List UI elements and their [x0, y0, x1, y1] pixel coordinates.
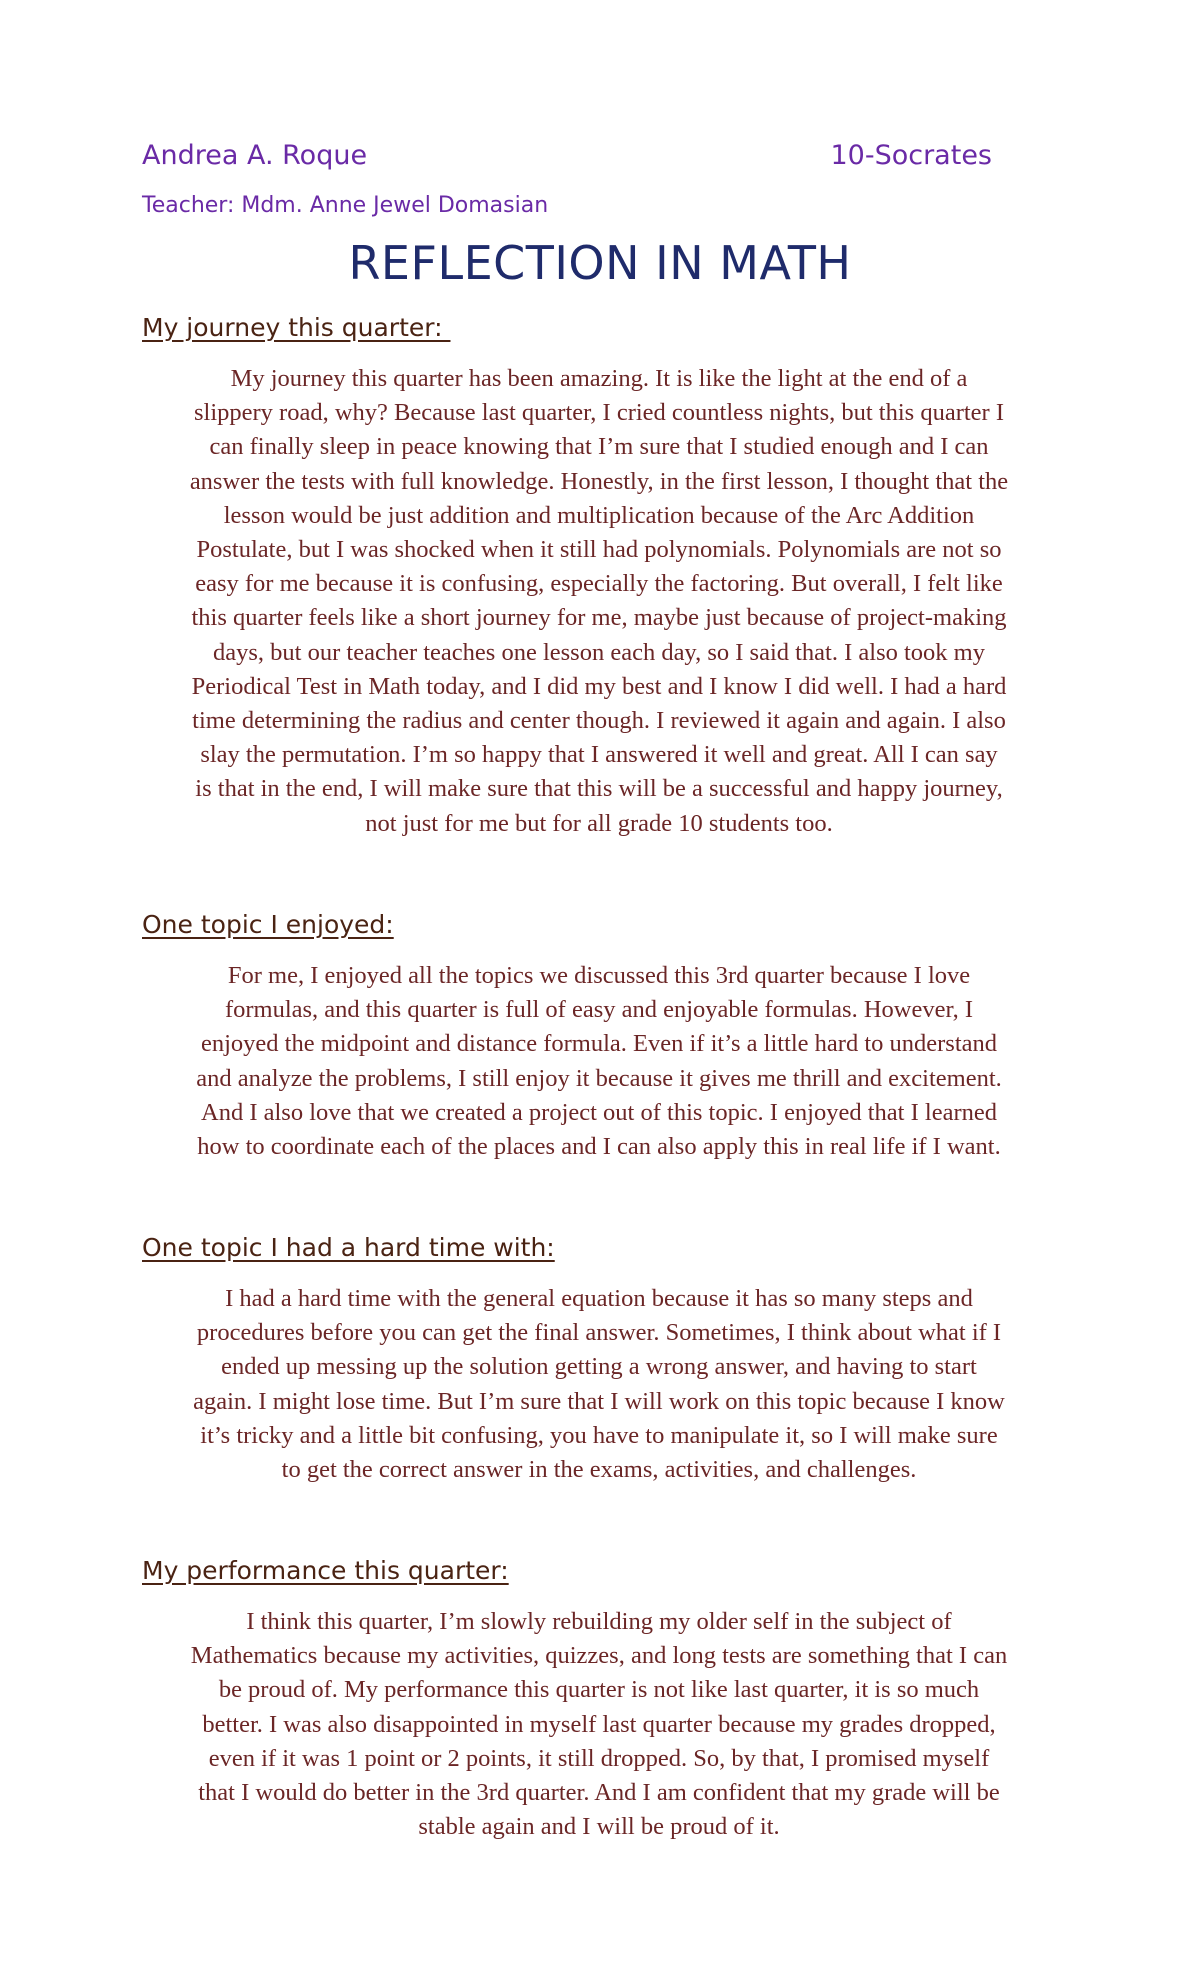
text-line: that I would do better in the 3rd quarter. And I am confident that my grade will be	[198, 1779, 1000, 1807]
text-line: For me, I enjoyed all the topics we discussed this 3rd quarter because I love	[227, 962, 971, 989]
student-section: 10-Socrates	[830, 140, 992, 171]
text-line: and analyze the problems, I still enjoy it because it gives me thrill and excitement.	[196, 1064, 1002, 1092]
text-line: answer the tests with full knowledge. Honestly, in the first lesson, I thought that the	[189, 467, 1009, 495]
text-line: is that in the end, I will make sure that this will be a successful and happy journey,	[195, 775, 1003, 803]
text-line: I think this quarter, I’m slowly rebuilding my older self in the subject of	[246, 1608, 952, 1635]
text-line: ended up messing up the solution getting a wrong answer, and having to start	[221, 1353, 977, 1381]
text-line: how to coordinate each of the places and I can also apply this in real life if I want.	[197, 1133, 1001, 1161]
section-heading-enjoyed: One topic I enjoyed:	[142, 910, 394, 939]
student-name: Andrea A. Roque	[142, 140, 368, 171]
text-line: Postulate, but I was shocked when it still had polynomials. Polynomials are not so	[196, 536, 1002, 564]
text-line: not just for me but for all grade 10 students too.	[365, 809, 833, 837]
text-line: procedures before you can get the final answer. Sometimes, I think about what if I	[196, 1319, 1002, 1347]
text-line: to get the correct answer in the exams, activities, and challenges.	[281, 1456, 917, 1484]
section-heading-journey: My journey this quarter:	[142, 313, 451, 342]
text-line: formulas, and this quarter is full of easy and enjoyable formulas. However, I	[224, 996, 974, 1024]
text-line: again. I might lose time. But I’m sure that I will work on this topic because I know	[193, 1387, 1005, 1415]
text-line: easy for me because it is confusing, especially the factoring. But overall, I felt like	[195, 570, 1003, 598]
text-line: Periodical Test in Math today, and I did my best and I know I did well. I had a hard	[191, 672, 1007, 700]
text-line: Mathematics because my activities, quizzes, and long tests are something that I can	[190, 1642, 1008, 1670]
text-line: stable again and I will be proud of it.	[418, 1813, 780, 1841]
section-body-enjoyed	[140, 959, 1058, 1164]
text-line: better. I was also disappointed in myself last quarter because my grades dropped,	[202, 1710, 996, 1738]
section-body-hard-time	[140, 1282, 1058, 1487]
section-heading-performance: My performance this quarter:	[142, 1556, 509, 1585]
section-heading-hard-time: One topic I had a hard time with:	[142, 1233, 555, 1262]
text-line: My journey this quarter has been amazing. It is like the light at the end of a	[230, 365, 968, 392]
text-line: be proud of. My performance this quarter is not like last quarter, it is so much	[218, 1676, 980, 1704]
text-line: I had a hard time with the general equation because it has so many steps and	[225, 1285, 973, 1312]
text-line: lesson would be just addition and multiplication because of the Arc Addition	[223, 501, 975, 529]
section-body-performance	[140, 1605, 1058, 1844]
text-line: enjoyed the midpoint and distance formula. Even if it’s a little hard to understand	[200, 1030, 998, 1058]
text-line: And I also love that we created a project out of this topic. I enjoyed that I learned	[201, 1098, 997, 1126]
text-line: even if it was 1 point or 2 points, it still dropped. So, by that, I promised myself	[208, 1744, 990, 1772]
header-line	[142, 140, 1012, 180]
teacher-name: Teacher: Mdm. Anne Jewel Domasian	[142, 193, 549, 218]
text-line: can finally sleep in peace knowing that I’m sure that I studied enough and I can	[209, 433, 989, 461]
page-title: REFLECTION IN MATH	[348, 236, 852, 290]
text-line: this quarter feels like a short journey for me, maybe just because of project-making	[191, 604, 1007, 632]
section-body-journey	[140, 362, 1058, 841]
text-line: it’s tricky and a little bit confusing, you have to manipulate it, so I will make sure	[200, 1421, 998, 1449]
text-line: slippery road, why? Because last quarter, I cried countless nights, but this quarter I	[193, 399, 1004, 427]
text-line: slay the permutation. I’m so happy that I answered it well and great. All I can say	[200, 741, 998, 769]
text-line: time determining the radius and center though. I reviewed it again and again. I also	[192, 707, 1006, 735]
text-line: days, but our teacher teaches one lesson each day, so I said that. I also took my	[213, 638, 985, 666]
